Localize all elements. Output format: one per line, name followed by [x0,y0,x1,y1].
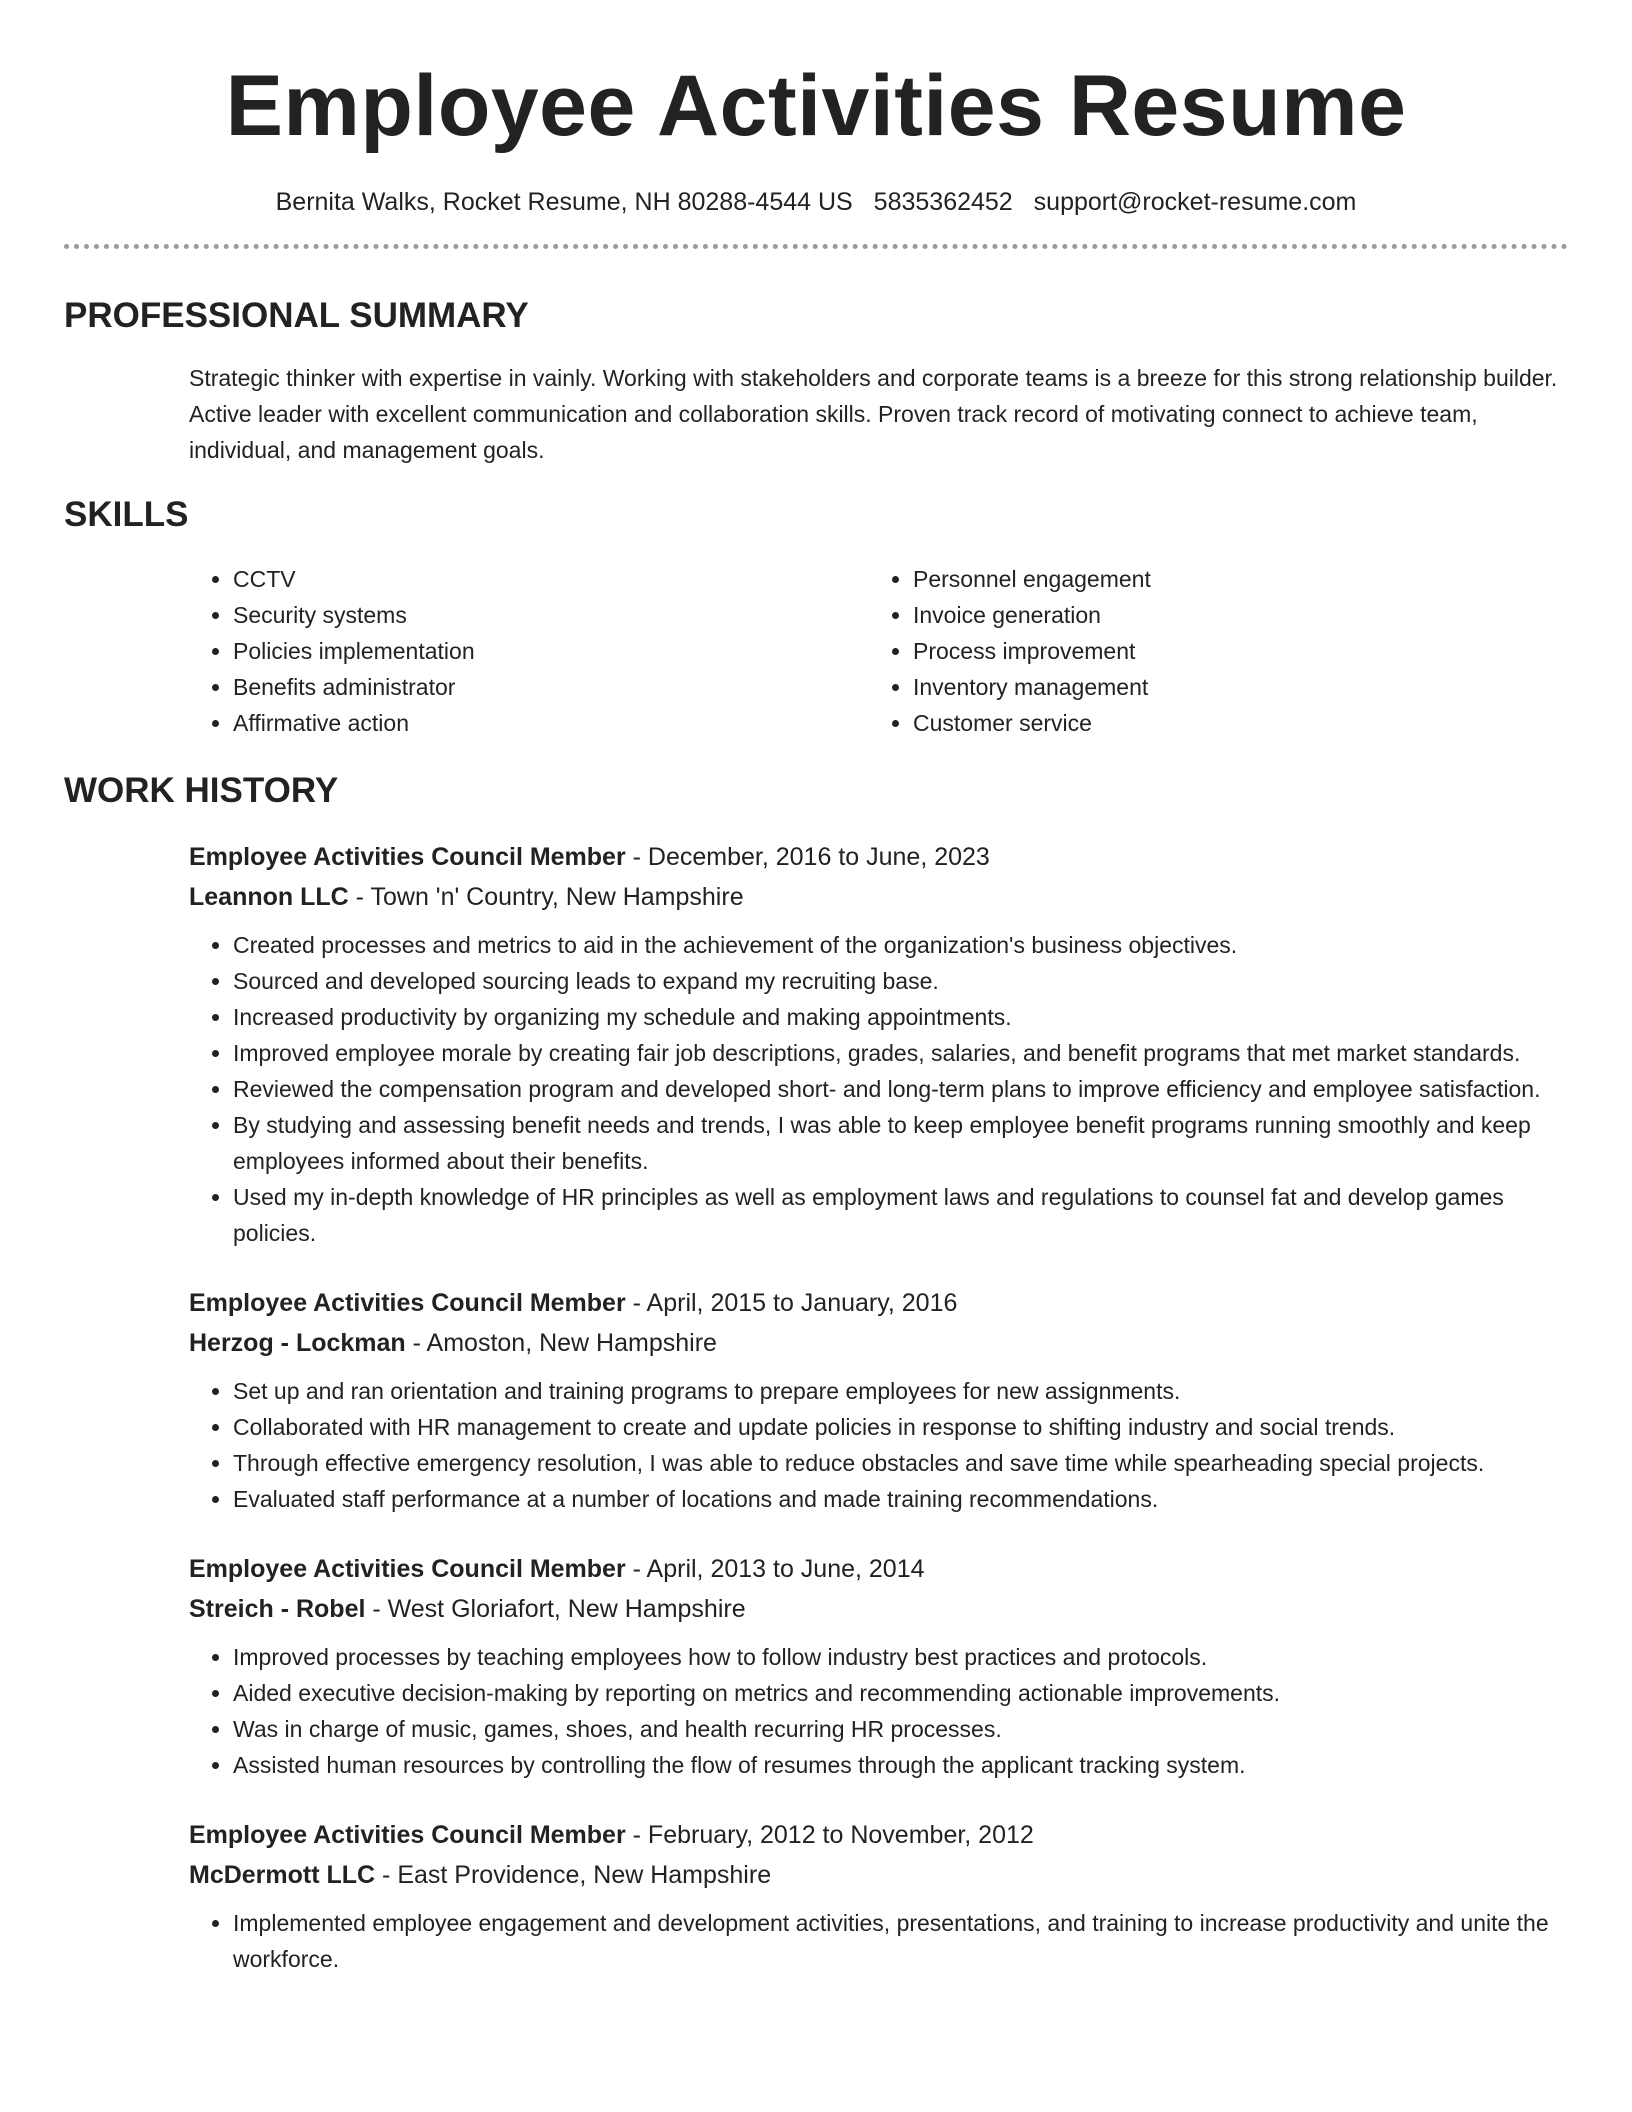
job-company-line [189,1323,1568,1363]
skill-item: • Process improvement [913,633,1549,669]
contact-address: Bernita Walks, Rocket Resume, NH 80288-4544 US [275,188,853,216]
skill-item: • Customer service [913,705,1549,741]
skills-column-left [189,561,869,741]
duty-item: • Created processes and metrics to aid in the achievement of the organization's business objectives. [233,927,1568,963]
job-location: - Town 'n' Country, New Hampshire [348,883,744,911]
job-title-line [189,1549,1568,1589]
job-dates: - April, 2015 to January, 2016 [625,1289,958,1317]
duty-item: • Aided executive decision-making by reporting on metrics and recommending actionable improvements. [233,1675,1568,1711]
job-location: - Amoston, New Hampshire [405,1329,717,1357]
duty-item: • Set up and ran orientation and training programs to prepare employees for new assignments. [233,1373,1568,1409]
job-title-line [189,1283,1568,1323]
contact-line [64,186,1568,218]
job-duties [189,1373,1568,1517]
contact-phone: 5835362452 [873,188,1013,216]
job-dates: - February, 2012 to November, 2012 [625,1821,1034,1849]
job-entry [189,1549,1568,1783]
resume-title: Employee Activities Resume [225,58,1407,154]
header-divider [64,244,1568,249]
duty-item: • Collaborated with HR management to create and update policies in response to shifting industry and social trends. [233,1409,1568,1445]
job-title-line [189,1815,1568,1855]
skill-item: • Security systems [233,597,869,633]
duty-item: • Sourced and developed sourcing leads to expand my recruiting base. [233,963,1568,999]
job-dates: - December, 2016 to June, 2023 [625,843,990,871]
duty-item: • Evaluated staff performance at a number of locations and made training recommendations. [233,1481,1568,1517]
skill-item: • Benefits administrator [233,669,869,705]
skill-item: • CCTV [233,561,869,597]
skill-item: • Affirmative action [233,705,869,741]
job-duties [189,1639,1568,1783]
job-duties [189,1905,1568,1977]
skill-item: • Inventory management [913,669,1549,705]
job-company-line [189,1855,1568,1895]
skill-item: • Invoice generation [913,597,1549,633]
summary-text: Strategic thinker with expertise in vainly. Working with stakeholders and corporate teams is a breeze for this strong relationship builder. Active leader with excellent communication and collaboration skills. Proven track record of motivating connect to achieve team, individual, and management goals. [189,365,1558,463]
job-company: Leannon LLC [189,883,349,911]
work-history-heading: WORK HISTORY [64,771,339,810]
job-entry [189,1283,1568,1517]
summary-heading: PROFESSIONAL SUMMARY [64,296,529,335]
duty-item: • Assisted human resources by controlling the flow of resumes through the applicant tracking system. [233,1747,1568,1783]
job-dates: - April, 2013 to June, 2014 [625,1555,925,1583]
skills-column-right [869,561,1549,741]
job-title: Employee Activities Council Member [189,1555,626,1583]
job-company-line [189,877,1568,917]
job-title: Employee Activities Council Member [189,843,626,871]
job-company-line [189,1589,1568,1629]
duty-item: • Improved employee morale by creating fair job descriptions, grades, salaries, and benefit programs that met market standards. [233,1035,1568,1071]
job-title-line [189,837,1568,877]
duty-item: • Used my in-depth knowledge of HR principles as well as employment laws and regulations to counsel fat and develop games policies. [233,1179,1568,1251]
skills-heading: SKILLS [64,495,189,534]
job-entry [189,837,1568,1251]
duty-item: • Increased productivity by organizing my schedule and making appointments. [233,999,1568,1035]
job-company: McDermott LLC [189,1861,376,1889]
job-location: - East Providence, New Hampshire [375,1861,772,1889]
job-title: Employee Activities Council Member [189,1821,626,1849]
job-location: - West Gloriafort, New Hampshire [365,1595,746,1623]
duty-item: • Improved processes by teaching employees how to follow industry best practices and protocols. [233,1639,1568,1675]
job-duties [189,927,1568,1251]
duty-item: • Implemented employee engagement and development activities, presentations, and training to increase productivity and unite the workforce. [233,1905,1568,1977]
skills-list [189,561,1568,741]
duty-item: • By studying and assessing benefit needs and trends, I was able to keep employee benefit programs running smoothly and keep employees informed about their benefits. [233,1107,1568,1179]
job-company: Streich - Robel [189,1595,366,1623]
duty-item: • Was in charge of music, games, shoes, and health recurring HR processes. [233,1711,1568,1747]
skill-item: • Policies implementation [233,633,869,669]
job-company: Herzog - Lockman [189,1329,406,1357]
duty-item: • Reviewed the compensation program and developed short- and long-term plans to improve efficiency and employee satisfaction. [233,1071,1568,1107]
skill-item: • Personnel engagement [913,561,1549,597]
duty-item: • Through effective emergency resolution, I was able to reduce obstacles and save time while spearheading special projects. [233,1445,1568,1481]
job-title: Employee Activities Council Member [189,1289,626,1317]
job-entry [189,1815,1568,1977]
contact-email: support@rocket-resume.com [1033,188,1357,216]
